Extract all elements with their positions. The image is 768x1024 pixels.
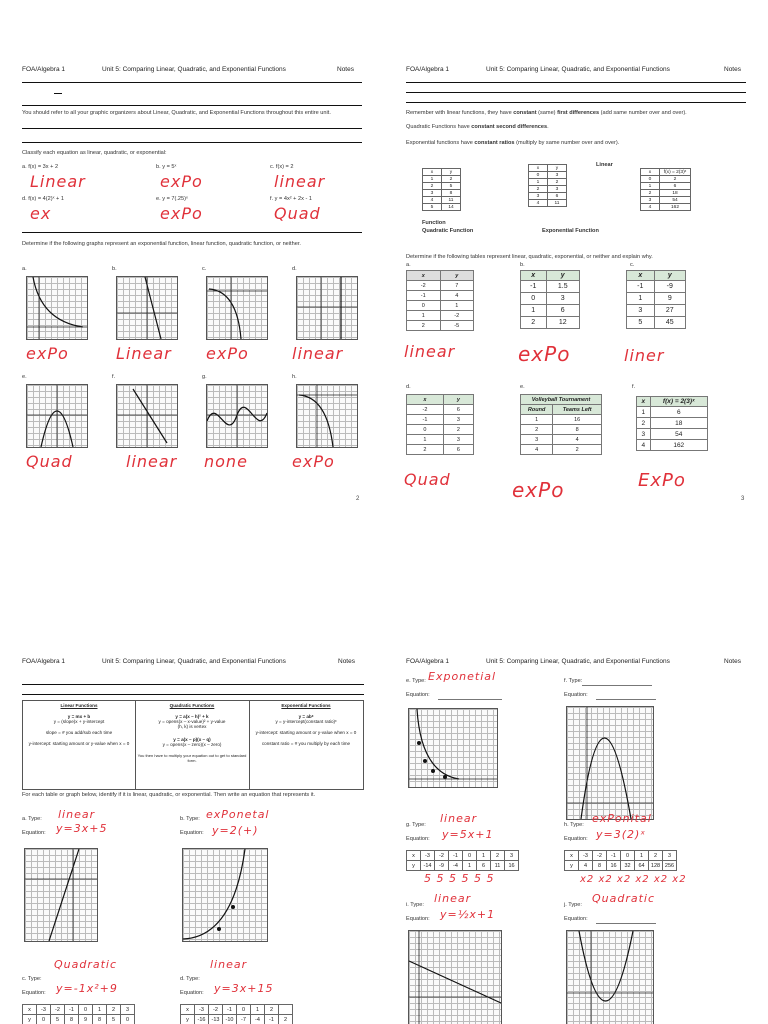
graph-h [296, 384, 358, 448]
note-bold: constant [513, 110, 537, 116]
handwritten-answer: Quad [26, 452, 73, 471]
equation-label: Equation: [180, 830, 204, 836]
formula: y = a(x – h)² + k [175, 714, 209, 719]
table-g: x -3 -2 -1 0 1 2 3 y -14 -9 -4 1 6 11 16 [406, 850, 519, 871]
course-label: FOA/Algebra 1 [406, 66, 449, 73]
note-bold: first differences [557, 110, 600, 116]
handwritten-equation: y=5x+1 [442, 828, 494, 841]
curve [27, 277, 87, 339]
curve [297, 385, 357, 447]
table-e: Volleyball Tournament Round Teams Left 1 16 2 8 3 4 4 2 [520, 394, 602, 455]
divider [22, 142, 362, 143]
handwritten-type: Quadratic [592, 892, 656, 905]
exponential-column [249, 701, 363, 789]
caption: Linear [596, 162, 613, 168]
graph-label: h. [292, 374, 297, 380]
formula-note: slope = # you add/sub each time [45, 730, 113, 735]
divider [406, 102, 746, 103]
type-blank [582, 685, 652, 686]
divider [22, 232, 362, 233]
graph-i [408, 930, 502, 1024]
item-label: e. Type: [406, 678, 426, 684]
table-label: b. [520, 262, 525, 268]
graph-label: a. [22, 266, 27, 272]
divider [22, 694, 364, 695]
classify-prompt: Classify each equation as linear, quadratic, or exponential: [22, 150, 167, 156]
note-text: Exponential functions have [406, 140, 475, 146]
table-d: x y -2 6 -1 3 0 2 1 3 2 6 [406, 394, 474, 455]
handwritten-answer: exPo [518, 342, 571, 366]
item-label: j. Type: [564, 902, 582, 908]
caption: Function [422, 220, 446, 226]
graph-c [206, 276, 268, 340]
page-3 [384, 0, 768, 512]
graph-d [296, 276, 358, 340]
graph-label: f. [112, 374, 116, 380]
table-label: c. [630, 262, 635, 268]
handwritten-answer: Quad [404, 470, 451, 489]
divider [406, 82, 746, 83]
equation-label: Equation: [406, 836, 430, 842]
item-label: g. Type: [406, 822, 426, 828]
page-number: 2 [356, 496, 360, 502]
page-2 [0, 0, 384, 512]
item-label: h. Type: [564, 822, 584, 828]
graph-label: d. [292, 266, 297, 272]
handwritten-answer: exPo [292, 452, 335, 471]
unit-title: Unit 5: Comparing Linear, Quadratic, and Exponential Functions [486, 658, 670, 665]
formula-note: y-intercept: starting amount or y-value when x = 0 [255, 730, 357, 735]
column-heading: Linear Functions [60, 703, 98, 708]
handwritten-type: linear [440, 812, 478, 825]
formula-note: y = y-intercept(constant ratio)ˣ [275, 719, 337, 724]
page-5 [384, 512, 768, 1024]
table-a: x y -2 7 -1 4 0 1 1 -2 2 -5 [406, 270, 474, 331]
item-label: b. Type: [180, 816, 200, 822]
curve [567, 707, 653, 819]
unit-title: Unit 5: Comparing Linear, Quadratic, and Exponential Functions [486, 66, 670, 73]
notes-label: Notes [724, 66, 741, 73]
handwritten-answer: Linear [30, 172, 86, 191]
graphic-organizer [22, 700, 364, 790]
note-bold: constant second differences [471, 124, 548, 130]
note-text: . [547, 124, 549, 130]
formula-note: You then have to multiply your equation out to get to standard form. [137, 753, 247, 763]
graph-a [26, 276, 88, 340]
column-heading: Quadratic Functions [169, 703, 215, 708]
note-text: (multiply by same number over and over). [514, 140, 620, 146]
handwritten-ratios: x2 x2 x2 x2 x2 x2 [580, 874, 687, 885]
page-header [384, 66, 768, 76]
table-f: x f(x) = 2(3)ˣ 1 6 2 18 3 54 4 162 [636, 396, 708, 451]
handwritten-type: exPonital [592, 812, 652, 825]
intro-text: You should refer to all your graphic organizers about Linear, Quadratic, and Exponential Functions throughout this entire unit. [22, 110, 331, 116]
handwritten-type: linear [58, 808, 96, 821]
curve [297, 277, 357, 339]
linear-note [406, 110, 751, 117]
page-header [384, 658, 768, 668]
formula-note: y = opens(x – zero)(x – zero) [162, 742, 222, 747]
curve [207, 277, 267, 339]
quadratic-example-table: x y 0 3 1 2 2 3 3 6 4 11 [528, 164, 567, 207]
divider [54, 93, 62, 94]
item-label: d. Type: [180, 976, 200, 982]
equation-label: Equation: [564, 836, 588, 842]
formula-note: y = opens(x – x-value)² + y-value [158, 719, 226, 724]
table-label: a. [406, 262, 411, 268]
item-label: c. Type: [22, 976, 42, 982]
equation-label: a. f(x) = 3x + 2 [22, 164, 59, 170]
graph-f [566, 706, 654, 820]
handwritten-equation: y=3x+15 [214, 982, 274, 995]
handwritten-answer: exPo [512, 478, 565, 502]
table-prompt: Determine if the following tables represent linear, quadratic, exponential, or neither and explain why. [406, 254, 653, 260]
unit-title: Unit 5: Comparing Linear, Quadratic, and Exponential Functions [102, 66, 286, 73]
graph-label: c. [202, 266, 207, 272]
divider [22, 128, 362, 129]
graph-b [116, 276, 178, 340]
formula-note: (h, k) is vertex [177, 724, 207, 729]
exponential-example-table: x f(x) = 2(3)ˣ 0 2 1 6 2 18 3 54 4 162 [640, 168, 691, 211]
page-header [0, 658, 384, 668]
equation-label: f. y = 4x² + 2x - 1 [270, 196, 312, 202]
handwritten-answer: linear [292, 344, 344, 363]
item-label: a. Type: [22, 816, 42, 822]
page-number: 3 [741, 496, 745, 502]
handwritten-equation: y=3x+5 [56, 822, 108, 835]
table-d: x -3 -2 -1 0 1 2 y -16 -13 -10 -7 -4 -1 2 [180, 1004, 293, 1024]
handwritten-type: exPonetal [206, 808, 270, 821]
curve [27, 385, 87, 447]
graph-j [566, 930, 654, 1024]
equation-blank [596, 923, 656, 924]
linear-column [23, 701, 136, 789]
handwritten-answer: exPo [206, 344, 249, 363]
exponential-note [406, 140, 619, 147]
equation-label: Equation: [406, 692, 430, 698]
caption: Exponential Function [542, 228, 599, 234]
divider [22, 684, 364, 685]
formula-note: y = (slope)x + y-intercept [53, 719, 105, 724]
handwritten-answer: linear [274, 172, 326, 191]
notes-label: Notes [338, 658, 355, 665]
graph-g [206, 384, 268, 448]
note-text: Quadratic Functions have [406, 124, 472, 130]
note-text: (add same number over and over). [599, 110, 687, 116]
curve [409, 709, 497, 787]
formula: y = a(x – p)(x – q) [173, 737, 211, 742]
note-bold: constant ratios [474, 140, 515, 146]
note-text: Remember with linear functions, they have [406, 110, 514, 116]
caption: Quadratic Function [422, 228, 474, 234]
quadratic-column [135, 701, 250, 789]
handwritten-answer: ex [30, 204, 52, 223]
curve [183, 849, 267, 941]
handwritten-equation: y=3(2)ˣ [596, 828, 647, 841]
item-label: i. Type: [406, 902, 424, 908]
equation-label: d. f(x) = 4(2)ˣ + 1 [22, 196, 64, 202]
handwritten-answer: linear [126, 452, 178, 471]
equation-label: e. y = 7(.25)ˣ [156, 196, 188, 202]
handwritten-answer: Quad [274, 204, 321, 223]
handwritten-answer: none [204, 452, 248, 471]
column-heading: Exponential Functions [281, 703, 331, 708]
handwritten-answer: linear [404, 342, 456, 361]
curve [117, 277, 177, 339]
equation-label: c. f(x) = 2 [270, 164, 294, 170]
equation-label: b. y = 5ˣ [156, 164, 177, 170]
table-label: f. [632, 384, 636, 390]
table-b: x y -1 1.5 0 3 1 6 2 12 [520, 270, 580, 329]
formula: y = mx + b [67, 714, 91, 719]
handwritten-answer: Linear [116, 344, 172, 363]
graph-b [182, 848, 268, 942]
page-header [0, 66, 384, 76]
instructions: For each table or graph below, identify if it is linear, quadratic, or exponential. Then write an equation that represents it. [22, 792, 316, 798]
handwritten-answer: exPo [26, 344, 69, 363]
notes-label: Notes [724, 658, 741, 665]
handwritten-type: linear [210, 958, 248, 971]
table-label: e. [520, 384, 525, 390]
handwritten-answer: liner [624, 346, 665, 365]
divider [406, 92, 746, 93]
equation-label: Equation: [564, 692, 588, 698]
equation-label: Equation: [22, 830, 46, 836]
handwritten-answer: ExPo [638, 470, 686, 491]
divider [22, 105, 362, 106]
graph-label: g. [202, 374, 207, 380]
curve [567, 931, 653, 1024]
handwritten-equation: y=½x+1 [440, 908, 496, 921]
course-label: FOA/Algebra 1 [22, 66, 65, 73]
quadratic-note [406, 124, 549, 131]
divider [22, 82, 362, 83]
formula-note: constant ratio = # you multiply by each time [261, 741, 351, 746]
handwritten-type: linear [434, 892, 472, 905]
equation-label: Equation: [406, 916, 430, 922]
graph-e [26, 384, 88, 448]
handwritten-answer: exPo [160, 172, 203, 191]
table-label: d. [406, 384, 411, 390]
equation-blank [438, 699, 502, 700]
handwritten-equation: y=-1x²+9 [56, 982, 118, 995]
equation-label: Equation: [564, 916, 588, 922]
curve [117, 385, 177, 447]
equation-label: Equation: [22, 990, 46, 996]
curve [25, 849, 97, 941]
graph-f [116, 384, 178, 448]
table-h: x -3 -2 -1 0 1 2 3 y 4 8 16 32 64 128 256 [564, 850, 677, 871]
graph-e [408, 708, 498, 788]
handwritten-type: Exponetial [428, 670, 497, 683]
handwritten-equation: y=2(+) [212, 824, 259, 837]
formula: y = abˣ [298, 714, 314, 719]
formula-note: y-intercept: starting amount or y-value when x = 0 [28, 741, 130, 746]
table-c: x -3 -2 -1 0 1 2 3 y 0 5 8 9 8 5 0 [22, 1004, 135, 1024]
course-label: FOA/Algebra 1 [406, 658, 449, 665]
graph-prompt: Determine if the following graphs represent an exponential function, linear function, quadratic function, or neither. [22, 241, 301, 247]
course-label: FOA/Algebra 1 [22, 658, 65, 665]
curve [207, 385, 267, 447]
page-4 [0, 512, 384, 1024]
curve [409, 931, 501, 1024]
linear-example-table: x y 1 2 2 5 3 8 4 11 5 14 [422, 168, 461, 211]
table-c: x y -1 -9 1 9 3 27 5 45 [626, 270, 686, 329]
graph-a [24, 848, 98, 942]
unit-title: Unit 5: Comparing Linear, Quadratic, and Exponential Functions [102, 658, 286, 665]
handwritten-differences: 5 5 5 5 5 5 [424, 872, 495, 885]
note-text: (same) [536, 110, 558, 116]
item-label: f. Type: [564, 678, 583, 684]
handwritten-type: Quadratic [54, 958, 118, 971]
equation-label: Equation: [180, 990, 204, 996]
equation-blank [596, 699, 656, 700]
handwritten-answer: exPo [160, 204, 203, 223]
notes-label: Notes [337, 66, 354, 73]
graph-label: e. [22, 374, 27, 380]
graph-label: b. [112, 266, 117, 272]
